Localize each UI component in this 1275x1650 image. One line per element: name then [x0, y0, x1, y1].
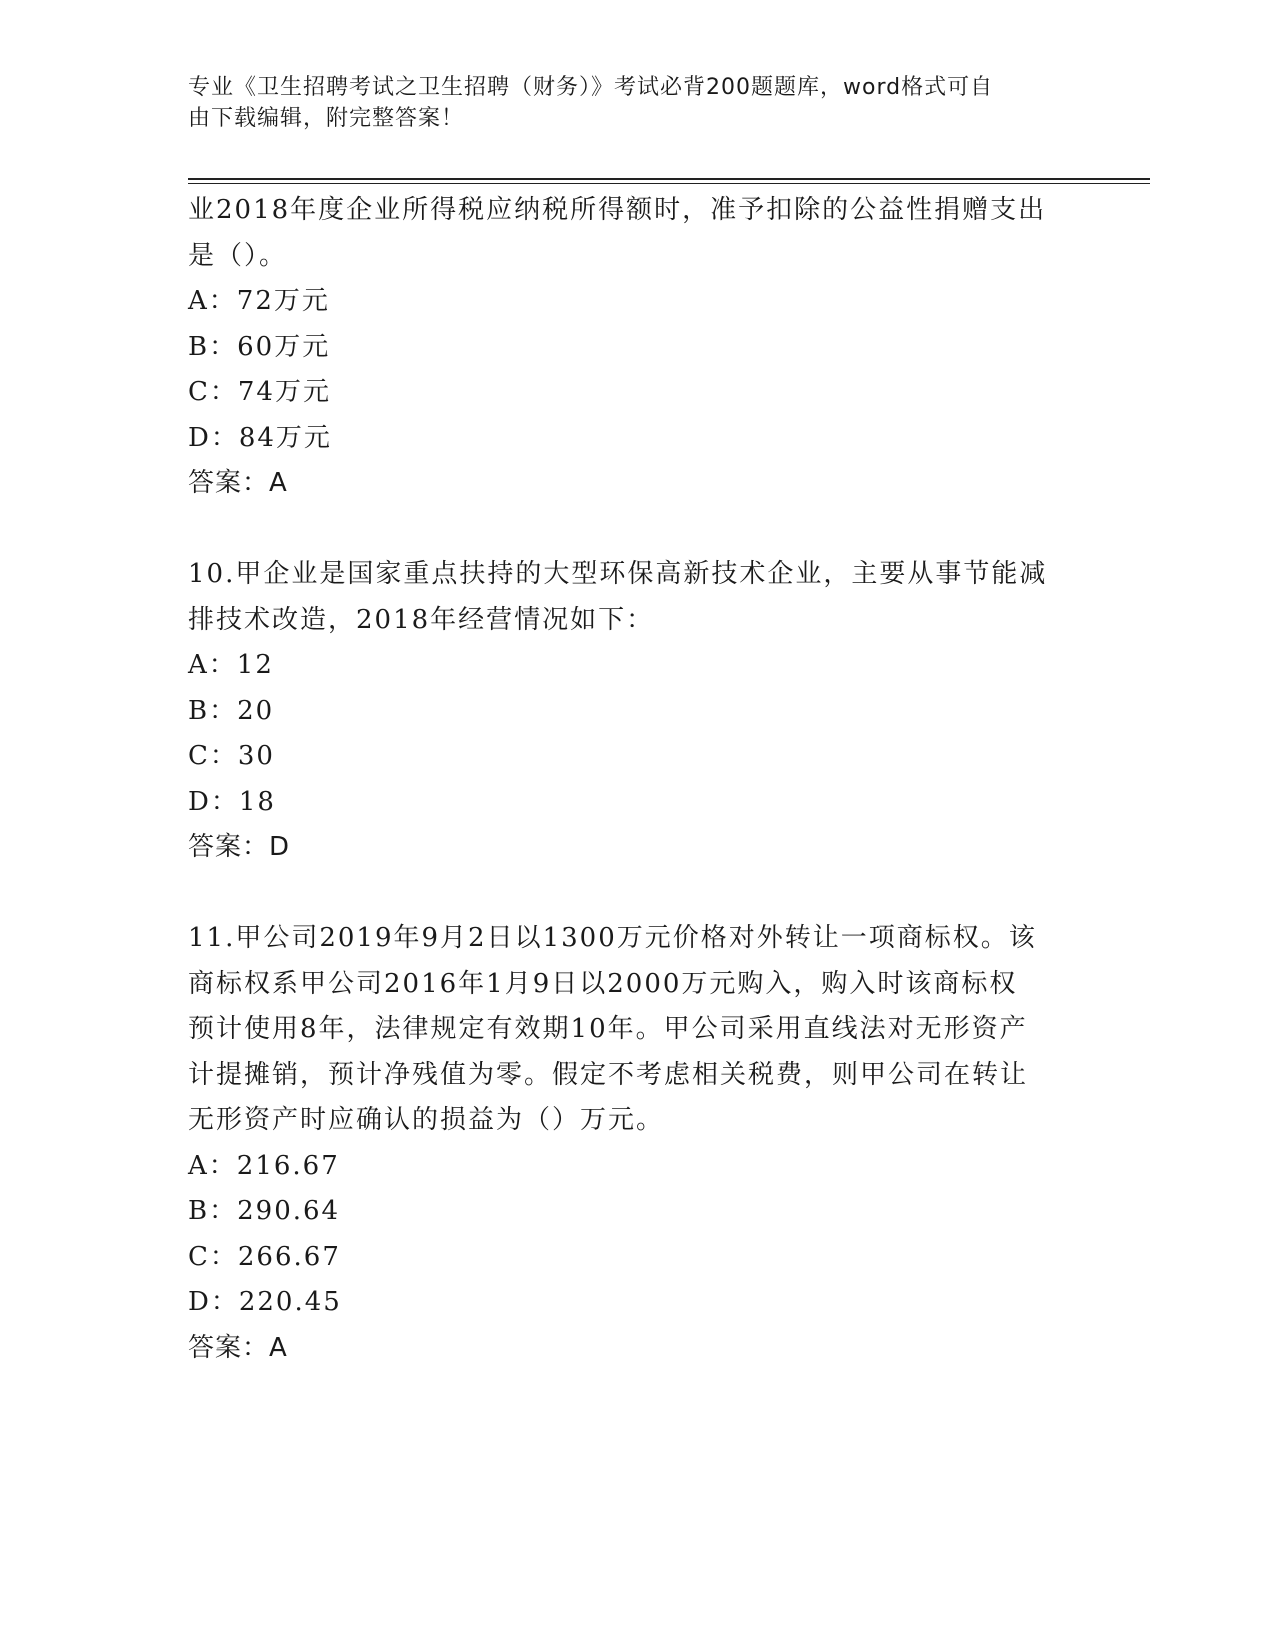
document-header [188, 72, 1088, 134]
option-c: C：266.67 [188, 1241, 341, 1272]
header-divider-thin [188, 183, 1150, 184]
option-c: C：30 [188, 741, 275, 771]
header-line-1: 专业《卫生招聘考试之卫生招聘（财务）》考试必背200题题库，word格式可自 [188, 75, 994, 100]
question-stem-line: 预计使用8年，法律规定有效期10年。甲公司采用直线法对无形资产 [188, 1014, 1028, 1044]
option-d: D：220.45 [188, 1287, 342, 1317]
question-gap [188, 507, 1088, 553]
question-stem-line: 业2018年度企业所得税应纳税所得额时，准予扣除的公益性捐赠支出 [188, 195, 1047, 225]
question-stem-line: 10.甲企业是国家重点扶持的大型环保高新技术企业，主要从事节能减 [188, 559, 1048, 589]
answer-line: 答案：D [188, 832, 291, 862]
answer-line: 答案：A [188, 468, 288, 498]
header-line-2: 由下载编辑，附完整答案！ [188, 106, 465, 131]
question-list [188, 188, 1088, 1371]
question-block [188, 188, 1088, 507]
question-block [188, 552, 1088, 871]
option-a: A：72万元 [188, 286, 330, 316]
question-stem-line: 11.甲公司2019年9月2日以1300万元价格对外转让一项商标权。该 [188, 923, 1037, 953]
option-b: B：20 [188, 695, 275, 726]
option-a: A：12 [188, 650, 274, 680]
header-divider-thick [188, 178, 1150, 180]
question-stem-line: 商标权系甲公司2016年1月9日以2000万元购入，购入时该商标权 [188, 968, 1018, 999]
option-a: A：216.67 [188, 1150, 340, 1181]
question-stem-line: 排技术改造，2018年经营情况如下： [188, 604, 655, 635]
question-stem-line: 无形资产时应确认的损益为（）万元。 [188, 1105, 665, 1135]
question-stem-line: 计提摊销，预计净残值为零。假定不考虑相关税费，则甲公司在转让 [188, 1059, 1029, 1090]
option-d: D：18 [188, 786, 276, 817]
question-block [188, 916, 1088, 1371]
option-b: B：290.64 [188, 1196, 341, 1226]
option-b: B：60万元 [188, 331, 331, 362]
option-d: D：84万元 [188, 422, 332, 453]
question-stem-line: 是（）。 [188, 240, 288, 271]
option-c: C：74万元 [188, 377, 331, 407]
question-gap [188, 871, 1088, 917]
answer-line: 答案：A [188, 1332, 288, 1363]
